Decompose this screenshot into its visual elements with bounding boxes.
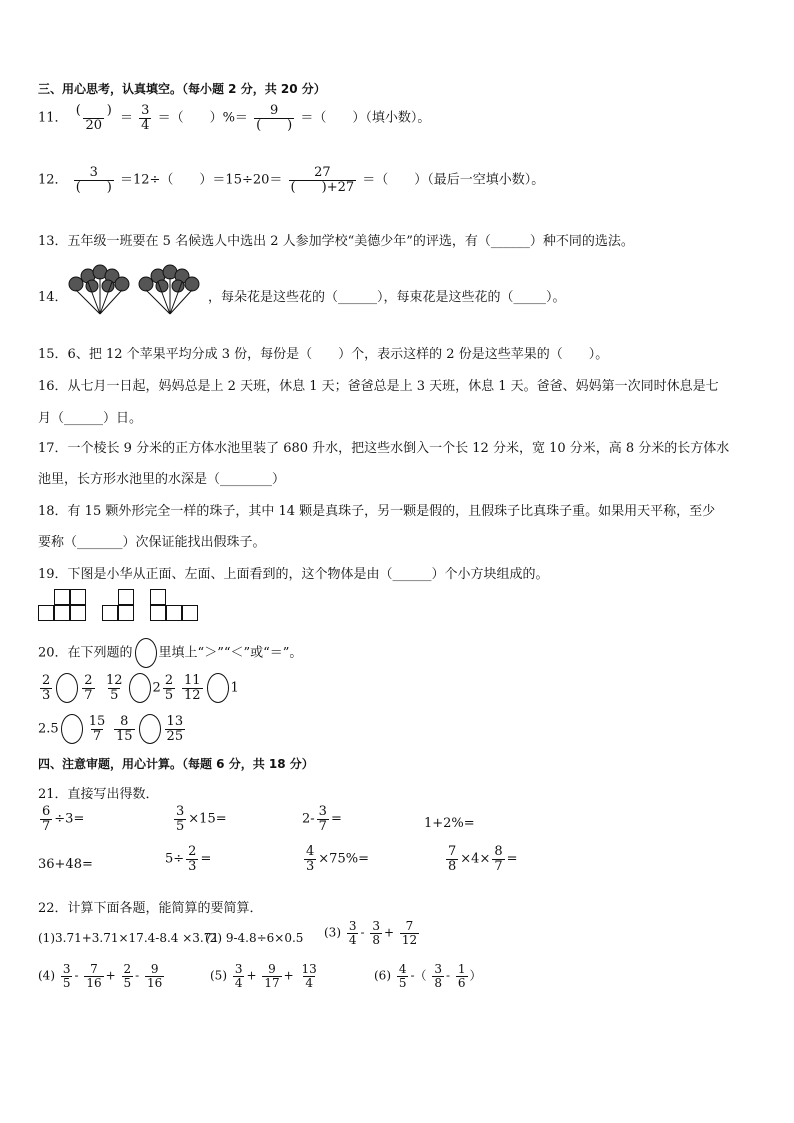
left-view-diagram <box>102 589 134 621</box>
comparison-item-2: $\frac{12}{5}$ 2 $\frac{2}{5}$ <box>106 672 174 703</box>
question-18-line-1: 18．有 15 颗外形完全一样的珠子，其中 14 颗是真珠子，另一颗是假的，且假珠子比真珠子重。如果用天平称，至少 <box>38 504 716 519</box>
calc-22-1: (1)3.71+3.71×17.4-8.4 ×3.71 <box>38 931 219 945</box>
section-3-title: 三、用心思考，认真填空。（每小题 2 分，共 20 分） <box>38 82 326 96</box>
question-16-line-1: 16．从七月一日起，妈妈总是上 2 天班，休息 1 天；爸爸总是上 3 天班，休息 1 天。爸爸、妈妈第一次同时休息是七 <box>38 379 719 394</box>
question-21-title: 21．直接写出得数． <box>38 787 159 802</box>
question-13: 13．五年级一班要在 5 名候选人中选出 2 人参加学校“美德少年”的评选，有（______）种不同的选法。 <box>38 234 634 249</box>
calc-21-8: $\frac{7}{8}$ ×4× $\frac{8}{7}$ = <box>448 844 518 874</box>
calc-21-5: 36+48= <box>38 857 93 872</box>
fraction: $\frac{3}{4}$ <box>141 103 150 133</box>
comparison-item-5: $\frac{8}{15}$ $\frac{13}{25}$ <box>116 713 184 744</box>
comparison-item-4: 2.5 $\frac{15}{7}$ <box>38 713 106 744</box>
calc-22-3: (3) $\frac{3}{4}$ - $\frac{3}{8}$ + $\frac{7}{12}$ <box>324 919 418 947</box>
fraction: $\frac{( )}{20}$ <box>75 103 112 133</box>
calc-21-2: $\frac{3}{5}$ ×15= <box>176 804 227 834</box>
calc-22-6: (6) $\frac{4}{5}$ -（ $\frac{3}{8}$ - $\frac{1}{6}$ ） <box>374 962 482 990</box>
question-12: 12． $\frac{3}{( )}$ ＝12÷（ ）＝15÷20＝ $\frac{27}{( )+27}$ ＝（ ）（最后一空填小数）。 <box>38 165 545 195</box>
question-11: 11． $\frac{( )}{20}$ ＝ $\frac{3}{4}$ ＝（ ）%＝ $\frac{9}{( )}$ ＝（ ）（填小数）。 <box>38 103 431 133</box>
comparison-oval[interactable] <box>61 714 83 744</box>
front-view-diagram <box>38 589 86 621</box>
calc-21-3: 2- $\frac{3}{7}$ = <box>302 804 342 834</box>
calc-21-1: $\frac{6}{7}$ ÷3= <box>42 804 85 834</box>
comparison-oval[interactable] <box>56 673 78 703</box>
calc-22-5: (5) $\frac{3}{4}$ + $\frac{9}{17}$ + $\frac{13}{4}$ <box>210 962 317 990</box>
question-22-title: 22．计算下面各题，能简算的要简算． <box>38 901 263 916</box>
comparison-oval <box>135 638 157 668</box>
question-18-line-2: 要称（_______）次保证能找出假珠子。 <box>38 535 266 550</box>
calc-22-4: (4) $\frac{3}{5}$ - $\frac{7}{16}$ + $\frac{2}{5}$ - $\frac{9}{16}$ <box>38 962 163 990</box>
flower-bouquets-image <box>66 264 206 322</box>
section-4-title: 四、注意审题，用心计算。（每题 6 分，共 18 分） <box>38 757 314 771</box>
calc-21-6: 5÷ $\frac{2}{3}$ = <box>165 844 212 874</box>
calc-22-2: (2) 9-4.8÷6×0.5 <box>205 931 304 945</box>
top-view-diagram <box>150 589 198 621</box>
question-17-line-2: 池里，长方形水池里的水深是（________） <box>38 472 286 487</box>
comparison-oval[interactable] <box>139 714 161 744</box>
comparison-item-3: $\frac{11}{12}$ 1 <box>184 672 239 703</box>
fraction: $\frac{9}{( )}$ <box>256 103 293 133</box>
question-16-line-2: 月（______）日。 <box>38 411 143 426</box>
comparison-item-1: $\frac{2}{3}$ $\frac{2}{7}$ <box>42 672 93 703</box>
question-19: 19．下图是小华从正面、左面、上面看到的，这个物体是由（______）个小方块组成的。 <box>38 567 549 582</box>
fraction: $\frac{3}{( )}$ <box>75 165 112 195</box>
question-17-line-1: 17．一个棱长 9 分米的正方体水池里装了 680 升水，把这些水倒入一个长 12 分米，宽 10 分米，高 8 分米的长方体水 <box>38 441 730 456</box>
calc-21-4: 1+2%= <box>424 816 475 831</box>
calc-21-7: $\frac{4}{3}$ ×75%= <box>306 844 369 874</box>
comparison-oval[interactable] <box>207 673 229 703</box>
question-20: 20．在下列题的 里填上“＞”“＜”或“＝”。 <box>38 638 302 668</box>
fraction: $\frac{27}{( )+27}$ <box>290 165 355 195</box>
comparison-oval[interactable] <box>129 673 151 703</box>
question-15: 15．6、把 12 个苹果平均分成 3 份，每份是（ ）个，表示这样的 2 份是这些苹果的（ ）。 <box>38 347 609 362</box>
